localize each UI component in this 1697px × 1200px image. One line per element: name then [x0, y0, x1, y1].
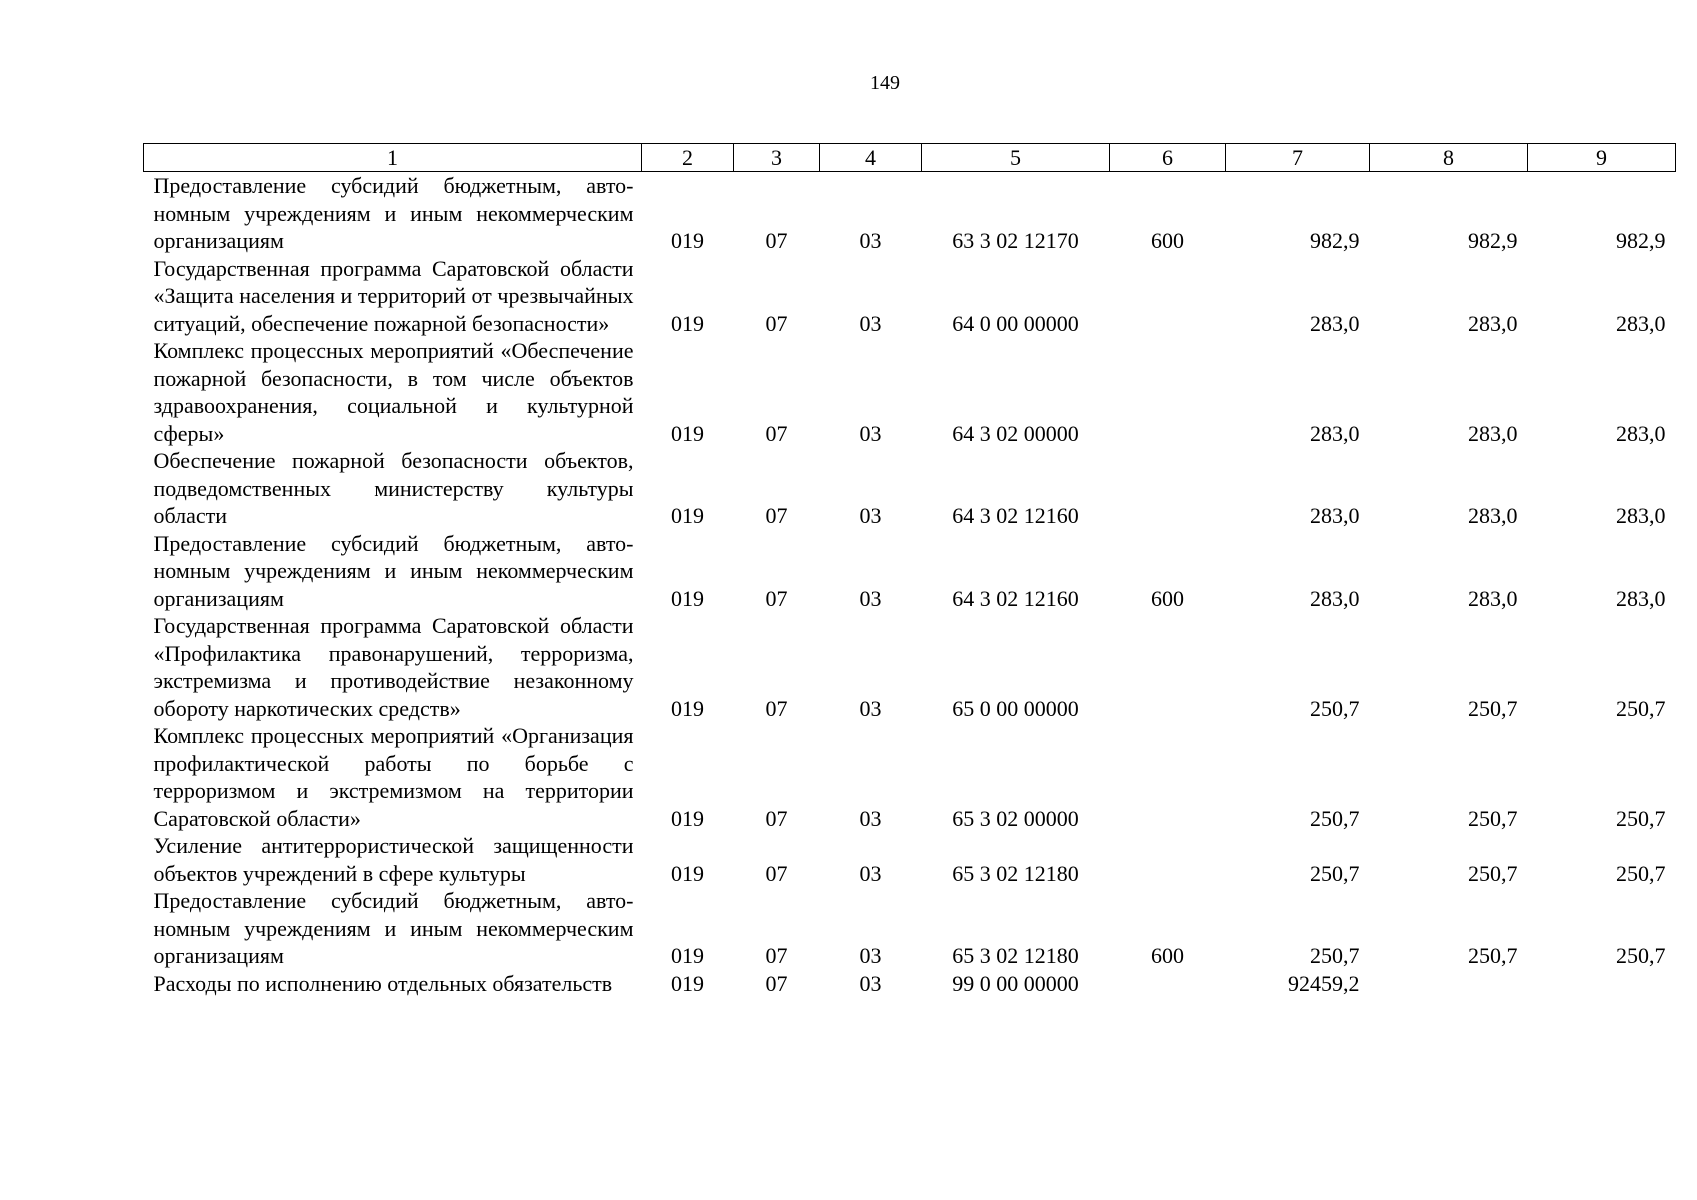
cell-amount-year-2: 250,7 [1468, 860, 1518, 886]
table-row [144, 832, 1676, 887]
cell-amount-year-3: 283,0 [1616, 503, 1666, 528]
row-description: Предоставление субсидий бюджетным, автономным учреждениям и иным некоммерческим организациям [153, 888, 634, 968]
column-header: 4 [820, 144, 922, 172]
cell-expense-type [1110, 612, 1226, 722]
cell-amount-year-1: 283,0 [1310, 310, 1360, 336]
cell-section-code: 07 [765, 970, 788, 996]
cell-amount-year-2: 250,7 [1468, 805, 1518, 831]
table-row [144, 337, 1676, 447]
cell-ministry-code: 019 [671, 943, 704, 968]
cell-target-article: 65 0 00 00000 [952, 695, 1079, 721]
cell-subsection-code: 03 [859, 228, 882, 253]
cell-amount-year-3: 250,7 [1616, 805, 1666, 831]
cell-amount-year-2: 283,0 [1468, 420, 1518, 446]
cell-expense-type [1110, 447, 1226, 530]
cell-expense-type [1110, 337, 1226, 447]
row-description: Государственная программа Саратовской области «Защита населения и территорий от чрезвычайных ситуаций, обеспечение пожарной безопасности» [153, 255, 634, 336]
cell-section-code: 07 [765, 503, 788, 528]
table-body [144, 172, 1676, 998]
column-header: 7 [1226, 144, 1370, 172]
row-description: Предоставление субсидий бюджетным, автономным учреждениям и иным некоммерческим организациям [153, 530, 634, 611]
table-header [144, 144, 1676, 172]
cell-subsection-code: 03 [859, 695, 882, 721]
cell-subsection-code: 03 [859, 970, 882, 996]
row-description: Предоставление субсидий бюджетным, автономным учреждениям и иным некоммерческим организациям [153, 173, 634, 253]
cell-amount-year-3: 283,0 [1616, 585, 1666, 611]
cell-ministry-code: 019 [671, 970, 704, 996]
cell-amount-year-2: 283,0 [1468, 503, 1518, 528]
budget-table [143, 143, 1676, 997]
column-header: 1 [144, 144, 642, 172]
cell-ministry-code: 019 [671, 860, 704, 886]
column-header: 5 [922, 144, 1110, 172]
cell-amount-year-3: 250,7 [1616, 695, 1666, 721]
cell-subsection-code: 03 [859, 585, 882, 611]
table-row [144, 887, 1676, 970]
cell-target-article: 65 3 02 00000 [952, 805, 1079, 831]
table-row [144, 530, 1676, 613]
cell-amount-year-1: 283,0 [1310, 503, 1360, 528]
cell-amount-year-3: 250,7 [1616, 943, 1666, 968]
cell-target-article: 64 3 02 12160 [952, 585, 1079, 611]
cell-target-article: 65 3 02 12180 [952, 860, 1079, 886]
cell-section-code: 07 [765, 228, 788, 253]
row-description: Усиление антитеррористической защищенности объектов учреждений в сфере культуры [153, 833, 634, 886]
cell-section-code: 07 [765, 695, 788, 721]
row-description: Комплекс процессных мероприятий «Обеспечение пожарной безопасности, в том числе объектов здравоохранения, социальной и культурной сферы» [153, 338, 634, 446]
cell-amount-year-3: 283,0 [1616, 420, 1666, 446]
table-row [144, 447, 1676, 530]
cell-ministry-code: 019 [671, 310, 704, 336]
cell-subsection-code: 03 [859, 310, 882, 336]
row-description: Обеспечение пожарной безопасности объектов, подведомственных министерству культуры области [153, 448, 634, 528]
cell-subsection-code: 03 [859, 860, 882, 886]
cell-subsection-code: 03 [859, 503, 882, 528]
cell-amount-year-1: 283,0 [1310, 420, 1360, 446]
cell-target-article: 64 3 02 12160 [952, 503, 1079, 528]
header-row [144, 144, 1676, 172]
cell-section-code: 07 [765, 420, 788, 446]
column-header: 2 [642, 144, 734, 172]
cell-section-code: 07 [765, 860, 788, 886]
cell-amount-year-2: 283,0 [1468, 310, 1518, 336]
cell-amount-year-3: 283,0 [1616, 310, 1666, 336]
cell-target-article: 64 3 02 00000 [952, 420, 1079, 446]
cell-amount-year-2: 250,7 [1468, 695, 1518, 721]
cell-amount-year-2: 250,7 [1468, 943, 1518, 968]
cell-ministry-code: 019 [671, 805, 704, 831]
cell-ministry-code: 019 [671, 503, 704, 528]
cell-amount-year-1: 283,0 [1310, 585, 1360, 611]
column-header: 3 [734, 144, 820, 172]
cell-amount-year-1: 92459,2 [1288, 970, 1360, 996]
cell-amount-year-2: 283,0 [1468, 585, 1518, 611]
cell-section-code: 07 [765, 310, 788, 336]
cell-section-code: 07 [765, 943, 788, 968]
cell-amount-year-3 [1528, 970, 1676, 998]
cell-section-code: 07 [765, 805, 788, 831]
cell-target-article: 64 0 00 00000 [952, 310, 1079, 336]
cell-expense-type [1110, 970, 1226, 998]
cell-amount-year-2 [1370, 970, 1528, 998]
table-row [144, 612, 1676, 722]
cell-subsection-code: 03 [859, 420, 882, 446]
table-row [144, 255, 1676, 338]
cell-ministry-code: 019 [671, 695, 704, 721]
cell-amount-year-2: 982,9 [1468, 228, 1518, 253]
table-row [144, 172, 1676, 255]
cell-expense-type [1110, 832, 1226, 887]
cell-subsection-code: 03 [859, 805, 882, 831]
column-header: 6 [1110, 144, 1226, 172]
cell-ministry-code: 019 [671, 420, 704, 446]
cell-amount-year-3: 250,7 [1616, 860, 1666, 886]
cell-subsection-code: 03 [859, 943, 882, 968]
cell-amount-year-1: 250,7 [1310, 805, 1360, 831]
cell-amount-year-3: 982,9 [1616, 228, 1666, 253]
table-row [144, 722, 1676, 832]
cell-ministry-code: 019 [671, 228, 704, 253]
page-number: 149 [870, 72, 900, 94]
cell-amount-year-1: 250,7 [1310, 860, 1360, 886]
cell-expense-type: 600 [1151, 228, 1184, 253]
cell-target-article: 65 3 02 12180 [952, 943, 1079, 968]
cell-expense-type [1110, 722, 1226, 832]
column-header: 8 [1370, 144, 1528, 172]
cell-target-article: 63 3 02 12170 [952, 228, 1079, 253]
cell-expense-type: 600 [1151, 943, 1184, 968]
table-row [144, 970, 1676, 998]
row-description: Государственная программа Саратовской области «Профилактика правонарушений, терроризма, экстремизма и противодействие незаконному обороту наркотических средств» [153, 613, 634, 721]
cell-target-article: 99 0 00 00000 [952, 970, 1079, 996]
cell-ministry-code: 019 [671, 585, 704, 611]
cell-expense-type: 600 [1151, 585, 1184, 611]
column-header: 9 [1528, 144, 1676, 172]
cell-expense-type [1110, 255, 1226, 338]
cell-amount-year-1: 982,9 [1310, 228, 1360, 253]
cell-section-code: 07 [765, 585, 788, 611]
row-description: Расходы по исполнению отдельных обязательств [153, 970, 613, 996]
cell-amount-year-1: 250,7 [1310, 943, 1360, 968]
cell-amount-year-1: 250,7 [1310, 695, 1360, 721]
row-description: Комплекс процессных мероприятий «Организация профилактической работы по борьбе с терроризмом и экстремизмом на территории Саратовской области» [153, 723, 634, 831]
